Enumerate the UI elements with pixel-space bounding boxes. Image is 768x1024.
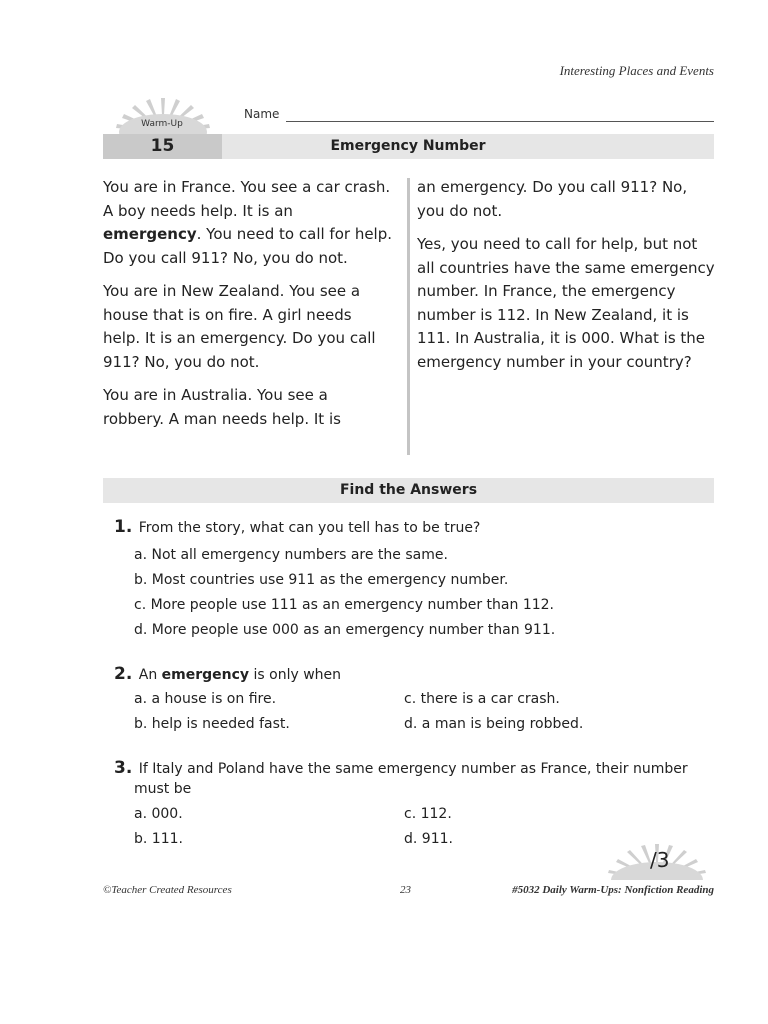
page-number: 23 bbox=[400, 884, 411, 896]
score: /3 bbox=[650, 848, 670, 872]
option-2a[interactable]: a. a house is on fire. bbox=[134, 691, 277, 707]
option-1c[interactable]: c. More people use 111 as an emergency number than 112. bbox=[134, 597, 554, 613]
option-2d[interactable]: d. a man is being robbed. bbox=[404, 716, 584, 732]
footer-book-title: #5032 Daily Warm-Ups: Nonfiction Reading bbox=[512, 884, 714, 896]
name-line[interactable] bbox=[286, 121, 714, 122]
option-3a[interactable]: a. 000. bbox=[134, 806, 183, 822]
story-paragraph: You are in France. You see a car crash. A boy needs help. It is an emergency. You need to call for help. Do you call 911? No, you do not. bbox=[103, 178, 393, 267]
answers-heading: Find the Answers bbox=[103, 478, 714, 503]
name-label: Name bbox=[244, 107, 280, 121]
vocab-word: emergency bbox=[103, 225, 197, 243]
warm-up-number: 15 bbox=[103, 134, 222, 159]
running-header: Interesting Places and Events bbox=[559, 63, 714, 78]
question-number: 1. bbox=[114, 517, 133, 537]
question-3 bbox=[114, 758, 688, 778]
story-paragraph: Yes, you need to call for help, but not all countries have the same emergency number. In France, the emergency number is 112. In New Zealand, it is 111. In Australia, it is 000. What is the emergency number in your country? bbox=[417, 235, 715, 371]
question-text: If Italy and Poland have the same emergency number as France, their number bbox=[138, 761, 688, 777]
question-number: 3. bbox=[114, 758, 133, 778]
question-number: 2. bbox=[114, 664, 133, 684]
vocab-word: emergency bbox=[161, 667, 250, 683]
story-paragraph: You are in New Zealand. You see a house that is on fire. A girl needs help. It is an emergency. Do you call 911? No, you do not. bbox=[103, 282, 376, 371]
story-paragraph: You are in Australia. You see a robbery. A man needs help. It is bbox=[103, 386, 341, 428]
story-paragraph: an emergency. Do you call 911? No, you do not. bbox=[417, 178, 688, 220]
option-1b[interactable]: b. Most countries use 911 as the emergency number. bbox=[134, 572, 509, 588]
footer-copyright: ©Teacher Created Resources bbox=[103, 884, 232, 896]
option-3c[interactable]: c. 112. bbox=[404, 806, 452, 822]
option-3d[interactable]: d. 911. bbox=[404, 831, 453, 847]
option-1d[interactable]: d. More people use 000 as an emergency number than 911. bbox=[134, 622, 556, 638]
question-3-continued: must be bbox=[134, 781, 192, 797]
option-1a[interactable]: a. Not all emergency numbers are the same. bbox=[134, 547, 448, 563]
page-title: Emergency Number bbox=[330, 138, 486, 154]
story-left-column bbox=[103, 176, 393, 441]
option-2c[interactable]: c. there is a car crash. bbox=[404, 691, 560, 707]
story-right-column bbox=[417, 176, 717, 384]
question-text: From the story, what can you tell has to be true? bbox=[138, 520, 481, 536]
option-2b[interactable]: b. help is needed fast. bbox=[134, 716, 290, 732]
column-divider bbox=[407, 178, 410, 455]
question-1 bbox=[114, 517, 480, 537]
warm-up-label: Warm-Up bbox=[141, 119, 183, 129]
option-3b[interactable]: b. 111. bbox=[134, 831, 183, 847]
question-2: 2. An emergency is only when bbox=[114, 664, 342, 684]
